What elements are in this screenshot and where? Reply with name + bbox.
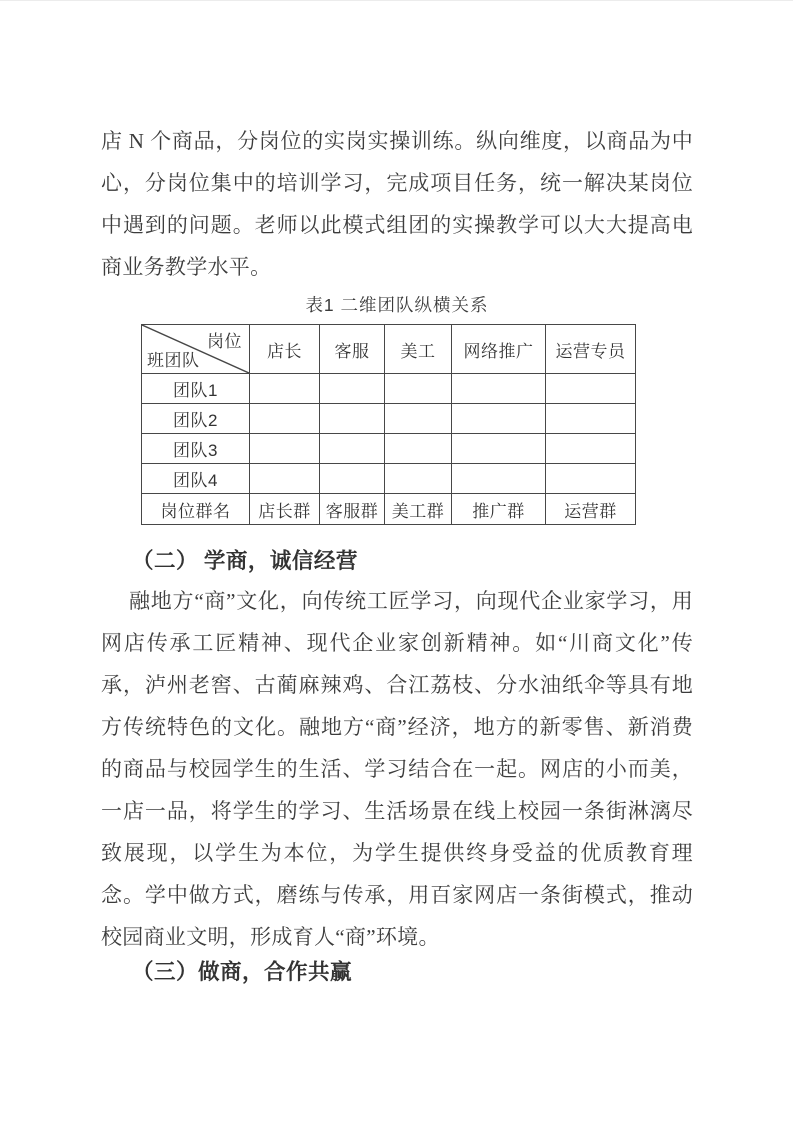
footer-cell: 客服群 xyxy=(320,494,385,525)
empty-cell xyxy=(546,374,636,404)
empty-cell xyxy=(250,464,320,494)
table-header-row xyxy=(142,325,636,374)
empty-cell xyxy=(452,464,546,494)
section-heading-2: （二） 学商，诚信经营 xyxy=(132,549,358,573)
section-2-paragraph: 融地方“商”文化，向传统工匠学习，向现代企业家学习，用网店传承工匠精神、现代企业家创新精神。如“川商文化”传承，泸州老窖、古蔺麻辣鸡、合江荔枝、分水油纸伞等具有地方传统特色的文化。融地方“商”经济，地方的新零售、新消费的商品与校园学生的生活、学习结合在一起。网店的小而美，一店一品，将学生的学习、生活场景在线上校园一条街淋漓尽致展现，以学生为本位，为学生提供终身受益的优质教育理念。学中做方式，磨练与传承，用百家网店一条街模式，推动校园商业文明，形成育人“商”环境。 xyxy=(101,589,693,949)
empty-cell xyxy=(385,434,452,464)
empty-cell xyxy=(452,404,546,434)
empty-cell xyxy=(546,464,636,494)
empty-cell xyxy=(546,404,636,434)
footer-cell: 推广群 xyxy=(452,494,546,525)
column-header: 店长 xyxy=(250,325,320,374)
empty-cell xyxy=(546,434,636,464)
table-caption: 表1 二维团队纵横关系 xyxy=(305,295,489,315)
row-label: 团队1 xyxy=(142,374,250,404)
empty-cell xyxy=(452,374,546,404)
table-corner-cell xyxy=(142,325,250,374)
empty-cell xyxy=(250,374,320,404)
footer-cell: 运营群 xyxy=(546,494,636,525)
paragraph-continuation: 店 N 个商品，分岗位的实岗实操训练。纵向维度，以商品为中心，分岗位集中的培训学习，完成项目任务，统一解决某岗位中遇到的问题。老师以此模式组团的实操教学可以大大提高电商业务教学水平。 xyxy=(101,129,693,279)
corner-label-team: 班团队 xyxy=(147,351,200,370)
row-label: 团队4 xyxy=(142,464,250,494)
table-footer-row xyxy=(142,494,636,525)
corner-label-position: 岗位 xyxy=(207,332,242,351)
empty-cell xyxy=(385,374,452,404)
column-header: 运营专员 xyxy=(546,325,636,374)
empty-cell xyxy=(320,464,385,494)
footer-cell: 美工群 xyxy=(385,494,452,525)
empty-cell xyxy=(385,464,452,494)
section-heading-3: （三）做商，合作共赢 xyxy=(132,960,353,984)
empty-cell xyxy=(320,434,385,464)
column-header: 美工 xyxy=(385,325,452,374)
footer-cell: 店长群 xyxy=(250,494,320,525)
empty-cell xyxy=(452,434,546,464)
empty-cell xyxy=(250,404,320,434)
footer-row-label: 岗位群名 xyxy=(142,494,250,525)
table-row xyxy=(142,374,636,404)
row-label: 团队2 xyxy=(142,404,250,434)
empty-cell xyxy=(320,374,385,404)
empty-cell xyxy=(385,404,452,434)
row-label: 团队3 xyxy=(142,434,250,464)
empty-cell xyxy=(320,404,385,434)
empty-cell xyxy=(250,434,320,464)
team-matrix-table xyxy=(141,324,636,525)
table-row xyxy=(142,464,636,494)
column-header: 客服 xyxy=(320,325,385,374)
table-row xyxy=(142,434,636,464)
column-header: 网络推广 xyxy=(452,325,546,374)
table-row xyxy=(142,404,636,434)
